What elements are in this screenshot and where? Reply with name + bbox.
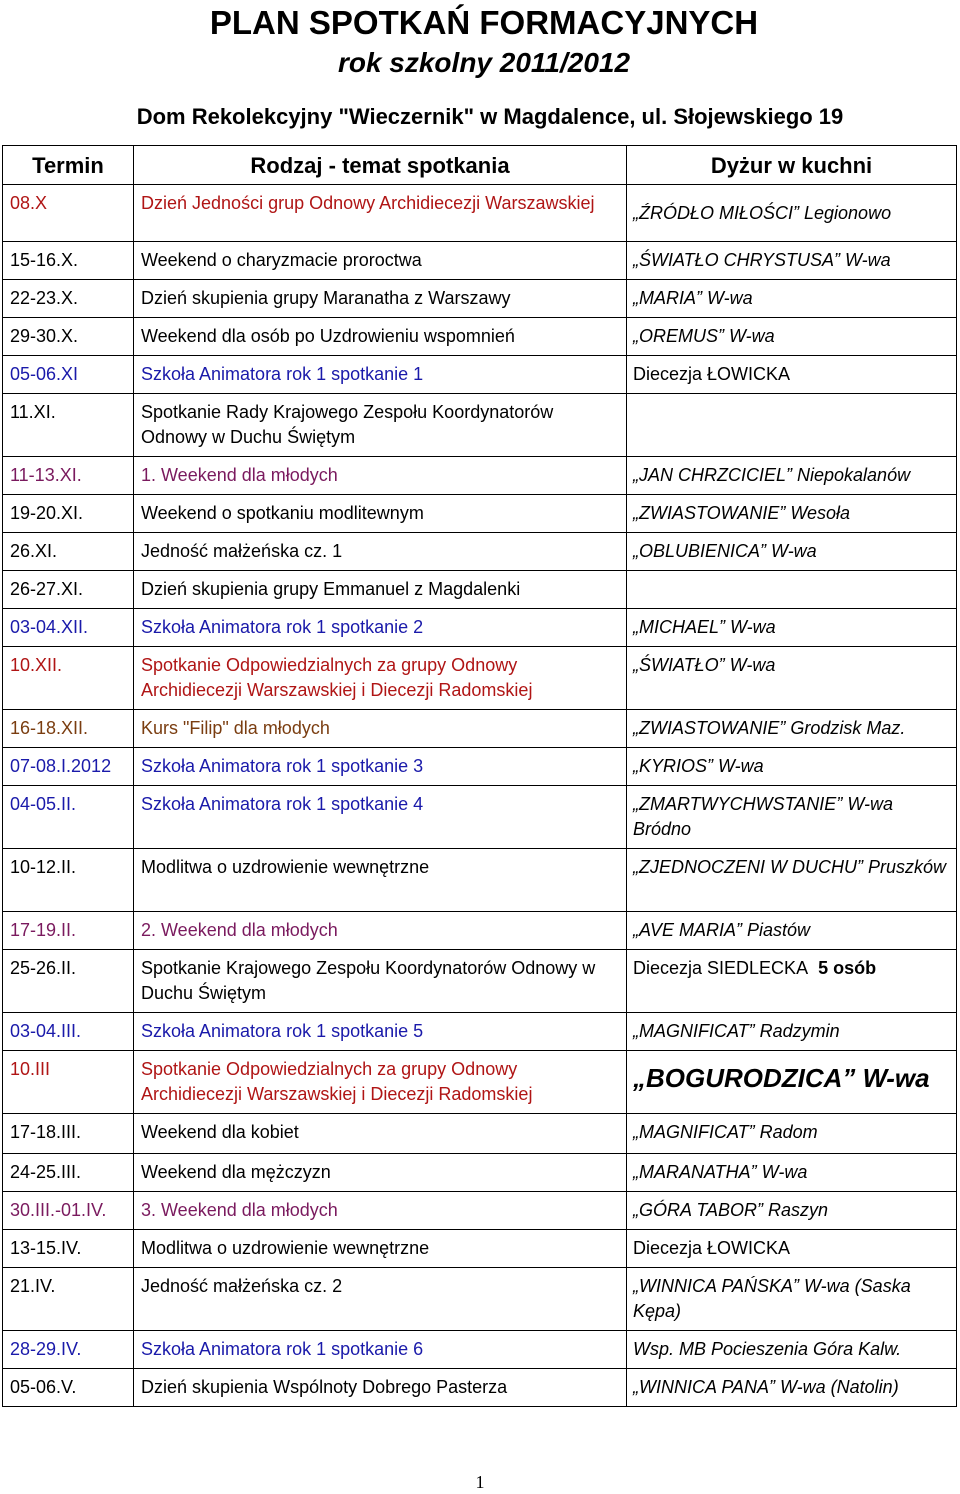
- topic-cell: [134, 280, 627, 318]
- date-cell: [3, 950, 134, 1013]
- row-topic: Dzień skupienia grupy Maranatha z Warszawy: [141, 288, 511, 308]
- date-cell: [3, 1013, 134, 1051]
- topic-cell: [134, 457, 627, 495]
- topic-cell: [134, 1114, 627, 1154]
- row-duty: „MAGNIFICAT” Radzymin: [633, 1021, 840, 1041]
- row-topic: Weekend dla kobiet: [141, 1122, 299, 1142]
- row-topic: Modlitwa o uzdrowienie wewnętrzne: [141, 857, 430, 877]
- row-topic: 2. Weekend dla młodych: [141, 920, 338, 940]
- table-row: [3, 1051, 957, 1114]
- row-topic: Szkoła Animatora rok 1 spotkanie 6: [141, 1339, 424, 1359]
- row-date: 21.IV.: [10, 1276, 56, 1296]
- row-date: 17-18.III.: [10, 1122, 82, 1142]
- row-topic: Szkoła Animatora rok 1 spotkanie 1: [141, 364, 424, 384]
- table-row: [3, 571, 957, 609]
- topic-cell: [134, 609, 627, 647]
- row-date: 07-08.I.2012: [10, 756, 112, 776]
- row-date: 10.III: [10, 1059, 51, 1079]
- duty-cell: [627, 710, 957, 748]
- row-topic: Modlitwa o uzdrowienie wewnętrzne: [141, 1238, 430, 1258]
- date-cell: [3, 1268, 134, 1331]
- date-cell: [3, 318, 134, 356]
- row-date: 30.III.-01.IV.: [10, 1200, 107, 1220]
- row-duty: Diecezja ŁOWICKA: [633, 1238, 791, 1258]
- topic-cell: [134, 533, 627, 571]
- row-duty: „MARIA” W-wa: [633, 288, 753, 308]
- table-row: [3, 1013, 957, 1051]
- table-row: [3, 1369, 957, 1407]
- table-row: [3, 242, 957, 280]
- row-duty: „JAN CHRZCICIEL” Niepokalanów: [633, 465, 911, 485]
- duty-cell: [627, 1154, 957, 1192]
- row-duty: [627, 394, 956, 406]
- row-date: 22-23.X.: [10, 288, 79, 308]
- table-row: [3, 394, 957, 457]
- row-topic: Weekend o charyzmacie proroctwa: [141, 250, 422, 270]
- row-duty: „BOGURODZICA” W-wa: [633, 1063, 930, 1093]
- row-date: 08.X: [10, 193, 48, 213]
- table-row: [3, 185, 957, 242]
- row-duty: „OREMUS” W-wa: [633, 326, 775, 346]
- duty-cell: [627, 1369, 957, 1407]
- row-duty: „GÓRA TABOR” Raszyn: [633, 1200, 829, 1220]
- table-row: [3, 1154, 957, 1192]
- topic-cell: [134, 849, 627, 912]
- duty-cell: [627, 1114, 957, 1154]
- date-cell: [3, 710, 134, 748]
- duty-cell: [627, 571, 957, 609]
- row-topic: 3. Weekend dla młodych: [141, 1200, 338, 1220]
- row-date: 19-20.XI.: [10, 503, 84, 523]
- row-date: 25-26.II.: [10, 958, 77, 978]
- row-date: 15-16.X.: [10, 250, 79, 270]
- topic-cell: [134, 912, 627, 950]
- topic-cell: [134, 1369, 627, 1407]
- table-row: [3, 457, 957, 495]
- row-topic: Szkoła Animatora rok 1 spotkanie 4: [141, 794, 424, 814]
- row-topic: Szkoła Animatora rok 1 spotkanie 5: [141, 1021, 424, 1041]
- row-duty: „WINNICA PAŃSKA” W-wa (Saska Kępa): [633, 1276, 911, 1321]
- column-header-topic: Rodzaj - temat spotkania: [134, 146, 627, 185]
- row-duty: Wsp. MB Pocieszenia Góra Kalw.: [633, 1339, 902, 1359]
- table-row: [3, 533, 957, 571]
- row-date: 10.XII.: [10, 655, 63, 675]
- date-cell: [3, 1192, 134, 1230]
- row-date: 29-30.X.: [10, 326, 79, 346]
- topic-cell: [134, 495, 627, 533]
- schedule-table: [2, 145, 957, 1407]
- duty-cell: [627, 1013, 957, 1051]
- table-row: [3, 748, 957, 786]
- date-cell: [3, 1114, 134, 1154]
- date-cell: [3, 185, 134, 242]
- date-cell: [3, 647, 134, 710]
- topic-cell: [134, 1230, 627, 1268]
- duty-cell: [627, 748, 957, 786]
- row-date: 26.XI.: [10, 541, 58, 561]
- duty-cell: [627, 1051, 957, 1114]
- row-date: 10-12.II.: [10, 857, 77, 877]
- duty-cell: [627, 1230, 957, 1268]
- topic-cell: [134, 950, 627, 1013]
- row-duty: „KYRIOS” W-wa: [633, 756, 764, 776]
- table-row: [3, 710, 957, 748]
- row-date: 26-27.XI.: [10, 579, 84, 599]
- duty-cell: [627, 185, 957, 242]
- row-topic: Dzień skupienia Wspólnoty Dobrego Pasterza: [141, 1377, 508, 1397]
- topic-cell: [134, 1192, 627, 1230]
- row-date: 04-05.II.: [10, 794, 77, 814]
- row-duty: „ZJEDNOCZENI W DUCHU” Pruszków: [633, 857, 946, 877]
- row-date: 17-19.II.: [10, 920, 77, 940]
- date-cell: [3, 912, 134, 950]
- table-row: [3, 1268, 957, 1331]
- row-duty: [627, 571, 956, 583]
- row-topic: Szkoła Animatora rok 1 spotkanie 2: [141, 617, 424, 637]
- topic-cell: [134, 242, 627, 280]
- duty-cell: [627, 394, 957, 457]
- row-duty: „AVE MARIA” Piastów: [633, 920, 811, 940]
- topic-cell: [134, 1331, 627, 1369]
- row-duty: „WINNICA PANA” W-wa (Natolin): [633, 1377, 899, 1397]
- duty-cell: [627, 786, 957, 849]
- page-number: 1: [475, 1472, 485, 1492]
- date-cell: [3, 1154, 134, 1192]
- row-topic: Spotkanie Krajowego Zespołu Koordynatorów Odnowy w Duchu Świętym: [141, 958, 596, 1003]
- topic-cell: [134, 1013, 627, 1051]
- topic-cell: [134, 394, 627, 457]
- row-duty: „OBLUBIENICA” W-wa: [633, 541, 817, 561]
- row-date: 11.XI.: [10, 402, 56, 422]
- column-header-duty: Dyżur w kuchni: [627, 146, 957, 185]
- date-cell: [3, 495, 134, 533]
- date-cell: [3, 457, 134, 495]
- location-line: Dom Rekolekcyjny "Wieczernik" w Magdalence, ul. Słojewskiego 19: [136, 104, 844, 129]
- page-title: PLAN SPOTKAŃ FORMACYJNYCH: [209, 4, 759, 41]
- table-row: [3, 1192, 957, 1230]
- row-duty: „ŚWIATŁO” W-wa: [633, 655, 776, 675]
- duty-cell: [627, 1331, 957, 1369]
- row-duty: „ŚWIATŁO CHRYSTUSA” W-wa: [633, 250, 891, 270]
- row-topic: Weekend dla osób po Uzdrowieniu wspomnień: [141, 326, 515, 346]
- date-cell: [3, 849, 134, 912]
- row-date: 05-06.V.: [10, 1377, 77, 1397]
- topic-cell: [134, 318, 627, 356]
- date-cell: [3, 1230, 134, 1268]
- row-duty: „MAGNIFICAT” Radom: [633, 1122, 818, 1142]
- topic-cell: [134, 710, 627, 748]
- column-header-term: Termin: [3, 146, 134, 185]
- duty-cell: [627, 457, 957, 495]
- duty-cell: [627, 280, 957, 318]
- topic-cell: [134, 1154, 627, 1192]
- row-topic: Jedność małżeńska cz. 1: [141, 541, 343, 561]
- duty-cell: [627, 647, 957, 710]
- duty-diocese: Diecezja SIEDLECKA: [633, 958, 809, 978]
- duty-cell: [627, 495, 957, 533]
- row-date: 03-04.III.: [10, 1021, 82, 1041]
- row-topic: 1. Weekend dla młodych: [141, 465, 338, 485]
- date-cell: [3, 748, 134, 786]
- row-date: 05-06.XI: [10, 364, 79, 384]
- topic-cell: [134, 647, 627, 710]
- date-cell: [3, 533, 134, 571]
- row-duty: Diecezja ŁOWICKA: [633, 364, 791, 384]
- row-topic: Jedność małżeńska cz. 2: [141, 1276, 343, 1296]
- row-date: 16-18.XII.: [10, 718, 89, 738]
- topic-cell: [134, 1268, 627, 1331]
- table-row: [3, 318, 957, 356]
- topic-cell: [134, 185, 627, 242]
- duty-people-count: 5 osób: [818, 958, 877, 978]
- row-date: 03-04.XII.: [10, 617, 89, 637]
- duty-cell: [627, 609, 957, 647]
- table-header-row: [3, 146, 957, 185]
- row-topic: Weekend dla mężczyzn: [141, 1162, 331, 1182]
- date-cell: [3, 1369, 134, 1407]
- row-topic: Dzień skupienia grupy Emmanuel z Magdalenki: [141, 579, 521, 599]
- date-cell: [3, 242, 134, 280]
- table-row: [3, 609, 957, 647]
- date-cell: [3, 609, 134, 647]
- duty-cell: [627, 950, 957, 1013]
- row-topic: Spotkanie Odpowiedzialnych za grupy Odnowy Archidiecezji Warszawskiej i Diecezji Radomskiej: [141, 655, 533, 700]
- row-topic: Spotkanie Rady Krajowego Zespołu Koordynatorów Odnowy w Duchu Świętym: [141, 402, 554, 447]
- row-duty: „ZWIASTOWANIE” Grodzisk Maz.: [633, 718, 906, 738]
- table-row: [3, 280, 957, 318]
- row-topic: Szkoła Animatora rok 1 spotkanie 3: [141, 756, 424, 776]
- row-topic: Spotkanie Odpowiedzialnych za grupy Odnowy Archidiecezji Warszawskiej i Diecezji Radomskiej: [141, 1059, 533, 1104]
- duty-cell: [627, 533, 957, 571]
- row-topic: Dzień Jedności grup Odnowy Archidiecezji Warszawskiej: [141, 193, 595, 213]
- duty-cell: [627, 1192, 957, 1230]
- duty-cell: [627, 1268, 957, 1331]
- table-row: [3, 1230, 957, 1268]
- duty-cell: [627, 356, 957, 394]
- row-date: 28-29.IV.: [10, 1339, 82, 1359]
- date-cell: [3, 280, 134, 318]
- duty-cell: [627, 318, 957, 356]
- date-cell: [3, 571, 134, 609]
- table-row: [3, 495, 957, 533]
- row-duty: „ŹRÓDŁO MIŁOŚCI” Legionowo: [633, 202, 892, 223]
- row-duty: „ZMARTWYCHWSTANIE” W-wa Bródno: [633, 794, 893, 839]
- topic-cell: [134, 356, 627, 394]
- table-row: [3, 647, 957, 710]
- topic-cell: [134, 786, 627, 849]
- date-cell: [3, 394, 134, 457]
- date-cell: [3, 1331, 134, 1369]
- table-row: [3, 912, 957, 950]
- row-topic: Kurs "Filip" dla młodych: [141, 718, 330, 738]
- duty-cell: [627, 242, 957, 280]
- table-row: [3, 786, 957, 849]
- topic-cell: [134, 748, 627, 786]
- school-year-subtitle: rok szkolny 2011/2012: [337, 47, 631, 78]
- row-duty: „MARANATHA” W-wa: [633, 1162, 808, 1182]
- row-date: 24-25.III.: [10, 1162, 82, 1182]
- row-date: 13-15.IV.: [10, 1238, 82, 1258]
- row-topic: Weekend o spotkaniu modlitewnym: [141, 503, 424, 523]
- table-row: [3, 950, 957, 1013]
- date-cell: [3, 786, 134, 849]
- table-row: [3, 849, 957, 912]
- topic-cell: [134, 1051, 627, 1114]
- row-duty: „ZWIASTOWANIE” Wesoła: [633, 503, 851, 523]
- table-row: [3, 1331, 957, 1369]
- table-row: [3, 1114, 957, 1154]
- duty-cell: [627, 912, 957, 950]
- row-date: 11-13.XI.: [10, 465, 82, 485]
- table-row: [3, 356, 957, 394]
- row-duty: [627, 950, 956, 987]
- date-cell: [3, 1051, 134, 1114]
- topic-cell: [134, 571, 627, 609]
- duty-cell: [627, 849, 957, 912]
- date-cell: [3, 356, 134, 394]
- row-duty: „MICHAEL” W-wa: [633, 617, 776, 637]
